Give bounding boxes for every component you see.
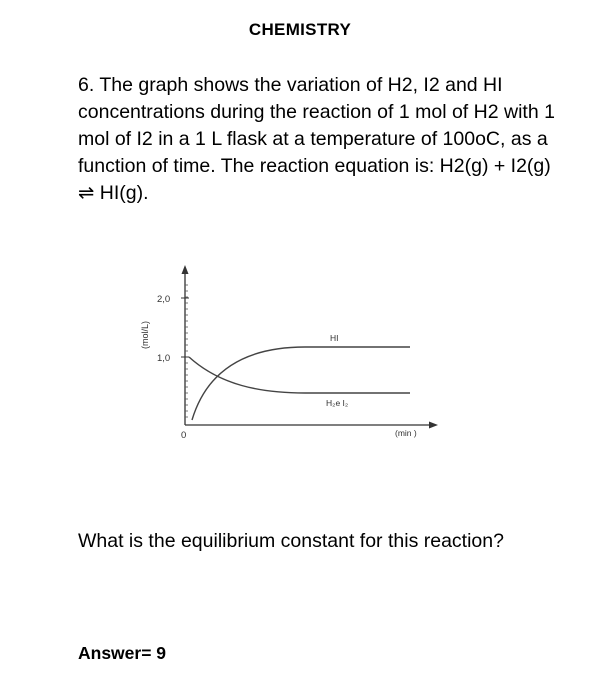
h2-i2-curve [189, 357, 410, 393]
y-tick-1-label: 1,0 [157, 353, 171, 364]
y-axis-label: (mol/L) [140, 320, 150, 350]
hi-label: HI [330, 333, 339, 343]
y-axis-arrow [182, 265, 189, 274]
subject-title: CHEMISTRY [248, 20, 352, 39]
h2-i2-label: H₂e I₂ [326, 398, 349, 408]
y-tick-2-label: 2,0 [157, 294, 171, 305]
question-text: 6. The graph shows the variation of H2, I2 and HI concentrations during the reaction of 1 mol of H2 with 1 mol of I2 in a 1 L flask at a temperature of 100oC, as a function of time. The reaction equation is: H2(g) + I2(g) ⇌ HI(g). [78, 74, 555, 204]
origin-label: 0 [181, 430, 187, 441]
hi-curve [192, 347, 410, 420]
x-axis-label: (min ) [395, 428, 417, 438]
answer-text: Answer= 9 [78, 643, 167, 663]
x-axis-arrow [429, 422, 438, 429]
concentration-time-graph [130, 255, 460, 445]
question-prompt: What is the equilibrium constant for this reaction? [78, 530, 504, 552]
